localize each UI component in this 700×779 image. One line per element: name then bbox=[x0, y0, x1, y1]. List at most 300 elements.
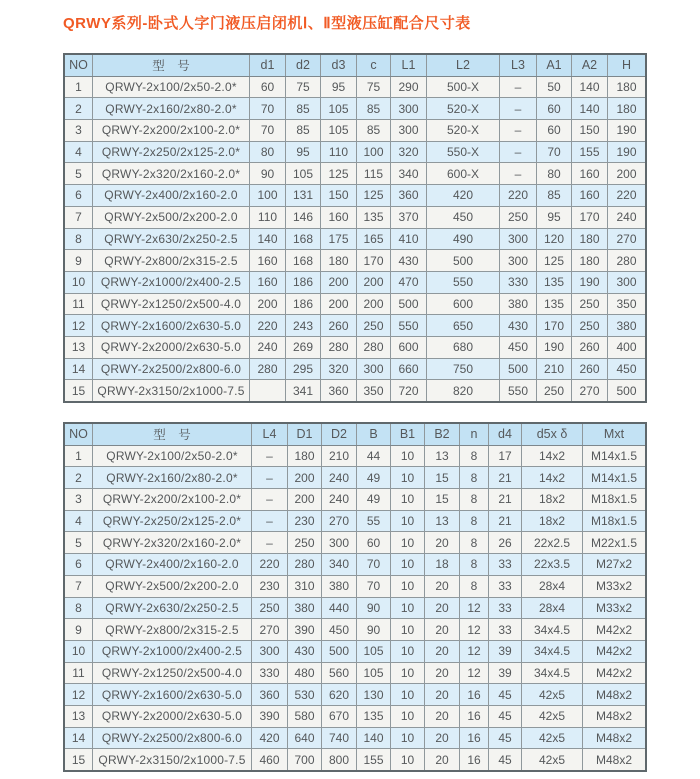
cell: 550-X bbox=[427, 141, 500, 163]
cell: 450 bbox=[500, 336, 537, 358]
cell: 270 bbox=[572, 380, 608, 402]
cell: 125 bbox=[357, 185, 391, 207]
cell: 260 bbox=[572, 358, 608, 380]
cell: 330 bbox=[252, 662, 288, 684]
cell: 280 bbox=[321, 336, 357, 358]
cell: 39 bbox=[489, 640, 522, 662]
cell: 280 bbox=[250, 358, 286, 380]
cell: 175 bbox=[321, 228, 357, 250]
cell: 210 bbox=[537, 358, 572, 380]
table-2-header bbox=[64, 423, 646, 445]
cell: – bbox=[252, 510, 288, 532]
cell: 20 bbox=[425, 705, 460, 727]
cell: 500 bbox=[608, 380, 647, 402]
cell: 670 bbox=[322, 705, 357, 727]
cell: 500 bbox=[322, 640, 357, 662]
cell: 490 bbox=[427, 228, 500, 250]
header-row bbox=[64, 423, 646, 445]
cell: M22x1.5 bbox=[583, 532, 647, 554]
cell: 110 bbox=[250, 206, 286, 228]
cell: 390 bbox=[288, 619, 322, 641]
table-row bbox=[64, 228, 646, 250]
cell: 190 bbox=[608, 141, 647, 163]
cell: 400 bbox=[608, 336, 647, 358]
column-header: L2 bbox=[427, 54, 500, 76]
cell: 500 bbox=[500, 358, 537, 380]
cell: 8 bbox=[64, 597, 93, 619]
column-header: 型 号 bbox=[93, 54, 250, 76]
table-2-body bbox=[64, 445, 646, 771]
cell: QRWY-2x800/2x315-2.5 bbox=[93, 619, 252, 641]
cell: 600 bbox=[391, 336, 427, 358]
cell: 33 bbox=[489, 554, 522, 576]
column-header: B1 bbox=[391, 423, 425, 445]
cell: – bbox=[500, 76, 537, 98]
cell: 60 bbox=[357, 532, 391, 554]
cell: 12 bbox=[64, 315, 93, 337]
cell: QRWY-2x1250/2x500-4.0 bbox=[93, 662, 252, 684]
cell: 155 bbox=[357, 749, 391, 771]
cell: 200 bbox=[321, 293, 357, 315]
cell: 220 bbox=[500, 185, 537, 207]
cell: 49 bbox=[357, 467, 391, 489]
cell: 20 bbox=[425, 532, 460, 554]
cell: 45 bbox=[489, 749, 522, 771]
cell: 3 bbox=[64, 120, 93, 142]
cell: QRWY-2x1000/2x400-2.5 bbox=[93, 271, 250, 293]
cell: 14 bbox=[64, 727, 93, 749]
cell: 100 bbox=[357, 141, 391, 163]
cell: 55 bbox=[357, 510, 391, 532]
cell: M48x2 bbox=[583, 705, 647, 727]
cell: QRWY-2x100/2x50-2.0* bbox=[93, 445, 252, 467]
table-row bbox=[64, 98, 646, 120]
cell: QRWY-2x1250/2x500-4.0 bbox=[93, 293, 250, 315]
cell: 550 bbox=[427, 271, 500, 293]
cell: 640 bbox=[288, 727, 322, 749]
cell: 16 bbox=[460, 684, 489, 706]
table-1-header bbox=[64, 54, 646, 76]
table-row bbox=[64, 293, 646, 315]
cell: 70 bbox=[357, 554, 391, 576]
cell: 200 bbox=[321, 271, 357, 293]
cell: 28x4 bbox=[522, 575, 583, 597]
cell: 75 bbox=[357, 76, 391, 98]
column-header: D1 bbox=[288, 423, 322, 445]
cell: 12 bbox=[460, 597, 489, 619]
cell: 150 bbox=[321, 185, 357, 207]
cell: – bbox=[252, 467, 288, 489]
cell: 16 bbox=[460, 705, 489, 727]
cell: 13 bbox=[425, 445, 460, 467]
cell: 270 bbox=[252, 619, 288, 641]
cell: 70 bbox=[250, 98, 286, 120]
cell: 22x3.5 bbox=[522, 554, 583, 576]
cell: 10 bbox=[391, 445, 425, 467]
cell: 800 bbox=[322, 749, 357, 771]
cell: M33x2 bbox=[583, 597, 647, 619]
table-row bbox=[64, 467, 646, 489]
table-row bbox=[64, 662, 646, 684]
cell: 34x4.5 bbox=[522, 619, 583, 641]
cell: 340 bbox=[322, 554, 357, 576]
cell: 12 bbox=[460, 640, 489, 662]
cell: 300 bbox=[252, 640, 288, 662]
cell: 300 bbox=[322, 532, 357, 554]
cell: 360 bbox=[391, 185, 427, 207]
cell: 6 bbox=[64, 554, 93, 576]
cell: 230 bbox=[252, 575, 288, 597]
cell: 620 bbox=[322, 684, 357, 706]
cell: 10 bbox=[64, 271, 93, 293]
cell: M48x2 bbox=[583, 749, 647, 771]
column-header: 型 号 bbox=[93, 423, 252, 445]
cell: M42x2 bbox=[583, 619, 647, 641]
cell: 180 bbox=[608, 98, 647, 120]
cell: 320 bbox=[321, 358, 357, 380]
table-row bbox=[64, 532, 646, 554]
column-header: c bbox=[357, 54, 391, 76]
cell: 220 bbox=[252, 554, 288, 576]
table-row bbox=[64, 619, 646, 641]
cell: QRWY-2x3150/2x1000-7.5 bbox=[93, 749, 252, 771]
cell: 420 bbox=[252, 727, 288, 749]
cell: 33 bbox=[489, 575, 522, 597]
cell: 70 bbox=[537, 141, 572, 163]
cell: 420 bbox=[427, 185, 500, 207]
cell: 33 bbox=[489, 619, 522, 641]
cell: 295 bbox=[286, 358, 321, 380]
cell: 310 bbox=[288, 575, 322, 597]
cell: 380 bbox=[608, 315, 647, 337]
cell: 15 bbox=[425, 467, 460, 489]
table-row bbox=[64, 120, 646, 142]
cell: 600-X bbox=[427, 163, 500, 185]
cell: 21 bbox=[489, 467, 522, 489]
cell: 580 bbox=[288, 705, 322, 727]
cell: 700 bbox=[288, 749, 322, 771]
cell: 300 bbox=[608, 271, 647, 293]
cell: 5 bbox=[64, 532, 93, 554]
table-row bbox=[64, 271, 646, 293]
table-row bbox=[64, 705, 646, 727]
cell: 135 bbox=[357, 206, 391, 228]
column-header: L1 bbox=[391, 54, 427, 76]
table-row bbox=[64, 185, 646, 207]
cell: 280 bbox=[288, 554, 322, 576]
cell: QRWY-2x2500/2x800-6.0 bbox=[93, 727, 252, 749]
cell: 680 bbox=[427, 336, 500, 358]
cell: 820 bbox=[427, 380, 500, 402]
cell: 300 bbox=[500, 228, 537, 250]
cell: 380 bbox=[288, 597, 322, 619]
header-row bbox=[64, 54, 646, 76]
cell: 250 bbox=[357, 315, 391, 337]
cell: 180 bbox=[288, 445, 322, 467]
cell: 500-X bbox=[427, 76, 500, 98]
cell: 105 bbox=[321, 98, 357, 120]
cell: 105 bbox=[321, 120, 357, 142]
cell: 20 bbox=[425, 597, 460, 619]
cell: 450 bbox=[608, 358, 647, 380]
cell: 390 bbox=[252, 705, 288, 727]
cell: 8 bbox=[460, 554, 489, 576]
column-header: Mxt bbox=[583, 423, 647, 445]
cell: 330 bbox=[500, 271, 537, 293]
cell: 165 bbox=[357, 228, 391, 250]
cell: 13 bbox=[64, 336, 93, 358]
cell: – bbox=[252, 532, 288, 554]
cell: 600 bbox=[427, 293, 500, 315]
cell: 530 bbox=[288, 684, 322, 706]
cell: 44 bbox=[357, 445, 391, 467]
cell: 80 bbox=[537, 163, 572, 185]
cell: 180 bbox=[608, 76, 647, 98]
column-header: d2 bbox=[286, 54, 321, 76]
table-row bbox=[64, 510, 646, 532]
cell: QRWY-2x500/2x200-2.0 bbox=[93, 575, 252, 597]
cell: 95 bbox=[286, 141, 321, 163]
cell: 10 bbox=[391, 575, 425, 597]
cell: 180 bbox=[572, 250, 608, 272]
cell: 170 bbox=[572, 206, 608, 228]
cell: 26 bbox=[489, 532, 522, 554]
cell: QRWY-2x630/2x250-2.5 bbox=[93, 228, 250, 250]
cell: 20 bbox=[425, 575, 460, 597]
cell: 14x2 bbox=[522, 467, 583, 489]
cell: 105 bbox=[286, 163, 321, 185]
cell: 10 bbox=[391, 619, 425, 641]
cell: 15 bbox=[425, 489, 460, 511]
cell: 240 bbox=[322, 489, 357, 511]
cell: 21 bbox=[489, 489, 522, 511]
cell: 450 bbox=[427, 206, 500, 228]
column-header: NO bbox=[64, 54, 93, 76]
cell: M48x2 bbox=[583, 684, 647, 706]
table-row bbox=[64, 206, 646, 228]
cell: – bbox=[500, 163, 537, 185]
cell: 430 bbox=[391, 250, 427, 272]
column-header: B2 bbox=[425, 423, 460, 445]
cell: 460 bbox=[252, 749, 288, 771]
cell: – bbox=[252, 445, 288, 467]
cell: 160 bbox=[572, 163, 608, 185]
cell: 140 bbox=[250, 228, 286, 250]
cell: 190 bbox=[608, 120, 647, 142]
table-row bbox=[64, 575, 646, 597]
cell: 370 bbox=[391, 206, 427, 228]
table-row bbox=[64, 489, 646, 511]
table-row bbox=[64, 554, 646, 576]
cell: 131 bbox=[286, 185, 321, 207]
cell: 4 bbox=[64, 141, 93, 163]
table-row bbox=[64, 336, 646, 358]
cell: 75 bbox=[286, 76, 321, 98]
cell: M48x2 bbox=[583, 727, 647, 749]
cell: 22x2.5 bbox=[522, 532, 583, 554]
cell: 8 bbox=[460, 489, 489, 511]
cell: 660 bbox=[391, 358, 427, 380]
cell: QRWY-2x250/2x125-2.0* bbox=[93, 510, 252, 532]
cell: QRWY-2x630/2x250-2.5 bbox=[93, 597, 252, 619]
cell: – bbox=[500, 141, 537, 163]
cell: 10 bbox=[391, 640, 425, 662]
cell: 170 bbox=[537, 315, 572, 337]
cell: 8 bbox=[460, 467, 489, 489]
column-header: L3 bbox=[500, 54, 537, 76]
cell: 180 bbox=[321, 250, 357, 272]
cell: 130 bbox=[357, 684, 391, 706]
cell: 60 bbox=[537, 98, 572, 120]
cell: 10 bbox=[391, 554, 425, 576]
cell: 243 bbox=[286, 315, 321, 337]
cell: 190 bbox=[537, 336, 572, 358]
cell: 341 bbox=[286, 380, 321, 402]
column-header: A1 bbox=[537, 54, 572, 76]
dimension-table-2 bbox=[63, 422, 647, 772]
cell: 16 bbox=[460, 727, 489, 749]
cell: 12 bbox=[460, 619, 489, 641]
cell: 45 bbox=[489, 705, 522, 727]
cell: 146 bbox=[286, 206, 321, 228]
cell: M42x2 bbox=[583, 640, 647, 662]
cell: 190 bbox=[572, 271, 608, 293]
cell: 360 bbox=[252, 684, 288, 706]
cell: 450 bbox=[322, 619, 357, 641]
table-row bbox=[64, 358, 646, 380]
cell: 6 bbox=[64, 185, 93, 207]
cell: 18 bbox=[425, 554, 460, 576]
cell: 210 bbox=[322, 445, 357, 467]
cell: 20 bbox=[425, 619, 460, 641]
cell: 200 bbox=[288, 467, 322, 489]
cell: 300 bbox=[391, 120, 427, 142]
cell: 250 bbox=[572, 315, 608, 337]
cell: 5 bbox=[64, 163, 93, 185]
cell: 200 bbox=[357, 293, 391, 315]
cell: 260 bbox=[321, 315, 357, 337]
cell: 15 bbox=[64, 380, 93, 402]
cell: 8 bbox=[460, 445, 489, 467]
cell: M42x2 bbox=[583, 662, 647, 684]
cell: 16 bbox=[460, 749, 489, 771]
cell: 180 bbox=[572, 228, 608, 250]
cell: QRWY-2x400/2x160-2.0 bbox=[93, 554, 252, 576]
table-row bbox=[64, 445, 646, 467]
column-header: L4 bbox=[252, 423, 288, 445]
cell: 9 bbox=[64, 619, 93, 641]
cell: 60 bbox=[250, 76, 286, 98]
cell: 290 bbox=[391, 76, 427, 98]
table-row bbox=[64, 315, 646, 337]
column-header: NO bbox=[64, 423, 93, 445]
cell: 380 bbox=[500, 293, 537, 315]
cell: 250 bbox=[572, 293, 608, 315]
cell: 230 bbox=[288, 510, 322, 532]
cell: 10 bbox=[391, 467, 425, 489]
cell: 95 bbox=[537, 206, 572, 228]
cell: 135 bbox=[537, 271, 572, 293]
cell: 250 bbox=[500, 206, 537, 228]
column-header: H bbox=[608, 54, 647, 76]
cell: 45 bbox=[489, 727, 522, 749]
cell: 85 bbox=[286, 120, 321, 142]
cell: QRWY-2x2000/2x630-5.0 bbox=[93, 705, 252, 727]
cell: 320 bbox=[391, 141, 427, 163]
cell: 14 bbox=[64, 358, 93, 380]
cell: 70 bbox=[250, 120, 286, 142]
cell: 430 bbox=[288, 640, 322, 662]
cell: QRWY-2x2500/2x800-6.0 bbox=[93, 358, 250, 380]
cell: 170 bbox=[357, 250, 391, 272]
table-row bbox=[64, 684, 646, 706]
cell: 100 bbox=[250, 185, 286, 207]
cell: 135 bbox=[537, 293, 572, 315]
table-row bbox=[64, 640, 646, 662]
cell: 12 bbox=[460, 662, 489, 684]
cell: 85 bbox=[286, 98, 321, 120]
cell: 168 bbox=[286, 228, 321, 250]
column-header: d3 bbox=[321, 54, 357, 76]
cell: 520-X bbox=[427, 98, 500, 120]
cell: 4 bbox=[64, 510, 93, 532]
table-row bbox=[64, 141, 646, 163]
cell: 18x2 bbox=[522, 510, 583, 532]
cell: 720 bbox=[391, 380, 427, 402]
cell: 550 bbox=[500, 380, 537, 402]
cell: 140 bbox=[572, 76, 608, 98]
column-header: d1 bbox=[250, 54, 286, 76]
cell: – bbox=[500, 98, 537, 120]
cell: 8 bbox=[460, 575, 489, 597]
cell: QRWY-2x250/2x125-2.0* bbox=[93, 141, 250, 163]
cell: 350 bbox=[357, 380, 391, 402]
table-1-body bbox=[64, 76, 646, 402]
cell: QRWY-2x1600/2x630-5.0 bbox=[93, 684, 252, 706]
cell: M14x1.5 bbox=[583, 467, 647, 489]
cell: 1 bbox=[64, 76, 93, 98]
cell: 430 bbox=[500, 315, 537, 337]
column-header: d5x δ bbox=[522, 423, 583, 445]
cell: 500 bbox=[391, 293, 427, 315]
column-header: D2 bbox=[322, 423, 357, 445]
cell: 13 bbox=[425, 510, 460, 532]
cell: 7 bbox=[64, 575, 93, 597]
cell: 8 bbox=[64, 228, 93, 250]
cell: 11 bbox=[64, 662, 93, 684]
cell: QRWY-2x100/2x50-2.0* bbox=[93, 76, 250, 98]
cell: 168 bbox=[286, 250, 321, 272]
cell: 80 bbox=[250, 141, 286, 163]
cell: 10 bbox=[391, 705, 425, 727]
cell: 50 bbox=[537, 76, 572, 98]
cell: 140 bbox=[572, 98, 608, 120]
cell: 280 bbox=[608, 250, 647, 272]
cell: 10 bbox=[64, 640, 93, 662]
cell: 250 bbox=[537, 380, 572, 402]
cell: 12 bbox=[64, 684, 93, 706]
cell: 115 bbox=[357, 163, 391, 185]
cell: – bbox=[252, 489, 288, 511]
cell: 20 bbox=[425, 640, 460, 662]
cell: 550 bbox=[391, 315, 427, 337]
cell: 340 bbox=[391, 163, 427, 185]
cell: 155 bbox=[572, 141, 608, 163]
cell: 45 bbox=[489, 684, 522, 706]
cell: 120 bbox=[537, 228, 572, 250]
cell: 360 bbox=[321, 380, 357, 402]
cell: 520-X bbox=[427, 120, 500, 142]
